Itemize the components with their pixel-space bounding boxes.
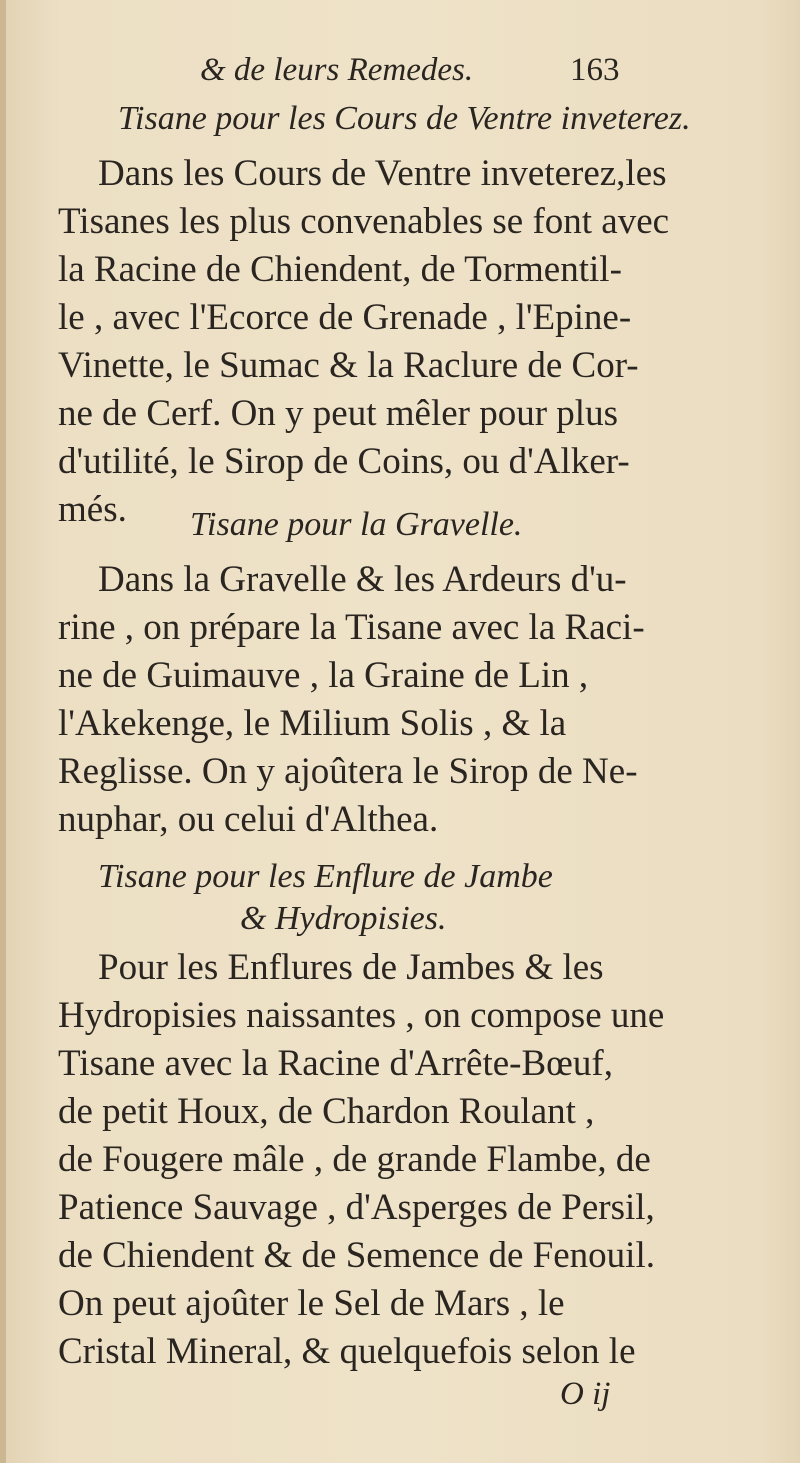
paragraph-line: nuphar, ou celui d'Althea. xyxy=(58,799,439,840)
paragraph-line: més. xyxy=(58,489,127,530)
section-title-enflure-cont: & Hydropisies. xyxy=(240,900,447,937)
section-title-enflure: Tisane pour les Enflure de Jambe xyxy=(98,858,553,895)
paragraph-line: ne de Cerf. On y peut mêler pour plus xyxy=(58,393,618,434)
paragraph-line: Hydropisies naissantes , on compose une xyxy=(58,995,665,1036)
page-edge-shadow xyxy=(0,0,6,1463)
paragraph-line: rine , on prépare la Tisane avec la Raci- xyxy=(58,607,645,648)
paragraph-line: Reglisse. On y ajoûtera le Sirop de Ne- xyxy=(58,751,638,792)
running-title: & de leurs Remedes. xyxy=(200,52,474,88)
page-number: 163 xyxy=(570,52,620,88)
paragraph-line: Tisane avec la Racine d'Arrête-Bœuf, xyxy=(58,1043,613,1084)
signature-mark xyxy=(0,1376,800,1420)
paragraph-line: la Racine de Chiendent, de Tormentil- xyxy=(58,249,622,290)
paragraph-line: Dans la Gravelle & les Ardeurs d'u- xyxy=(98,559,627,600)
paragraph-line: Tisanes les plus convenables se font avec xyxy=(58,201,670,242)
paragraph-line: d'utilité, le Sirop de Coins, ou d'Alker- xyxy=(58,441,630,482)
section-title-gravelle: Tisane pour la Gravelle. xyxy=(190,506,523,543)
paragraph-line: le , avec l'Ecorce de Grenade , l'Epine- xyxy=(58,297,632,338)
signature-text: O ij xyxy=(560,1376,611,1412)
paragraph-line: Patience Sauvage , d'Asperges de Persil, xyxy=(58,1187,655,1228)
paragraph-line: l'Akekenge, le Milium Solis , & la xyxy=(58,703,567,744)
page-header xyxy=(170,52,690,100)
paragraph-line: Dans les Cours de Ventre inveterez,les xyxy=(98,153,667,194)
paragraph-line: de Fougere mâle , de grande Flambe, de xyxy=(58,1139,651,1180)
paragraph-line: Cristal Mineral, & quelquefois selon le xyxy=(58,1331,636,1372)
paragraph-line: de petit Houx, de Chardon Roulant , xyxy=(58,1091,595,1132)
paragraph-line: Vinette, le Sumac & la Raclure de Cor- xyxy=(58,345,639,386)
paragraph-line: Pour les Enflures de Jambes & les xyxy=(98,947,604,988)
paragraph-line: ne de Guimauve , la Graine de Lin , xyxy=(58,655,589,696)
paragraph-line: On peut ajoûter le Sel de Mars , le xyxy=(58,1283,565,1324)
paragraph-line: de Chiendent & de Semence de Fenouil. xyxy=(58,1235,655,1276)
section-title-cours-de-ventre: Tisane pour les Cours de Ventre inveterez. xyxy=(118,100,691,137)
